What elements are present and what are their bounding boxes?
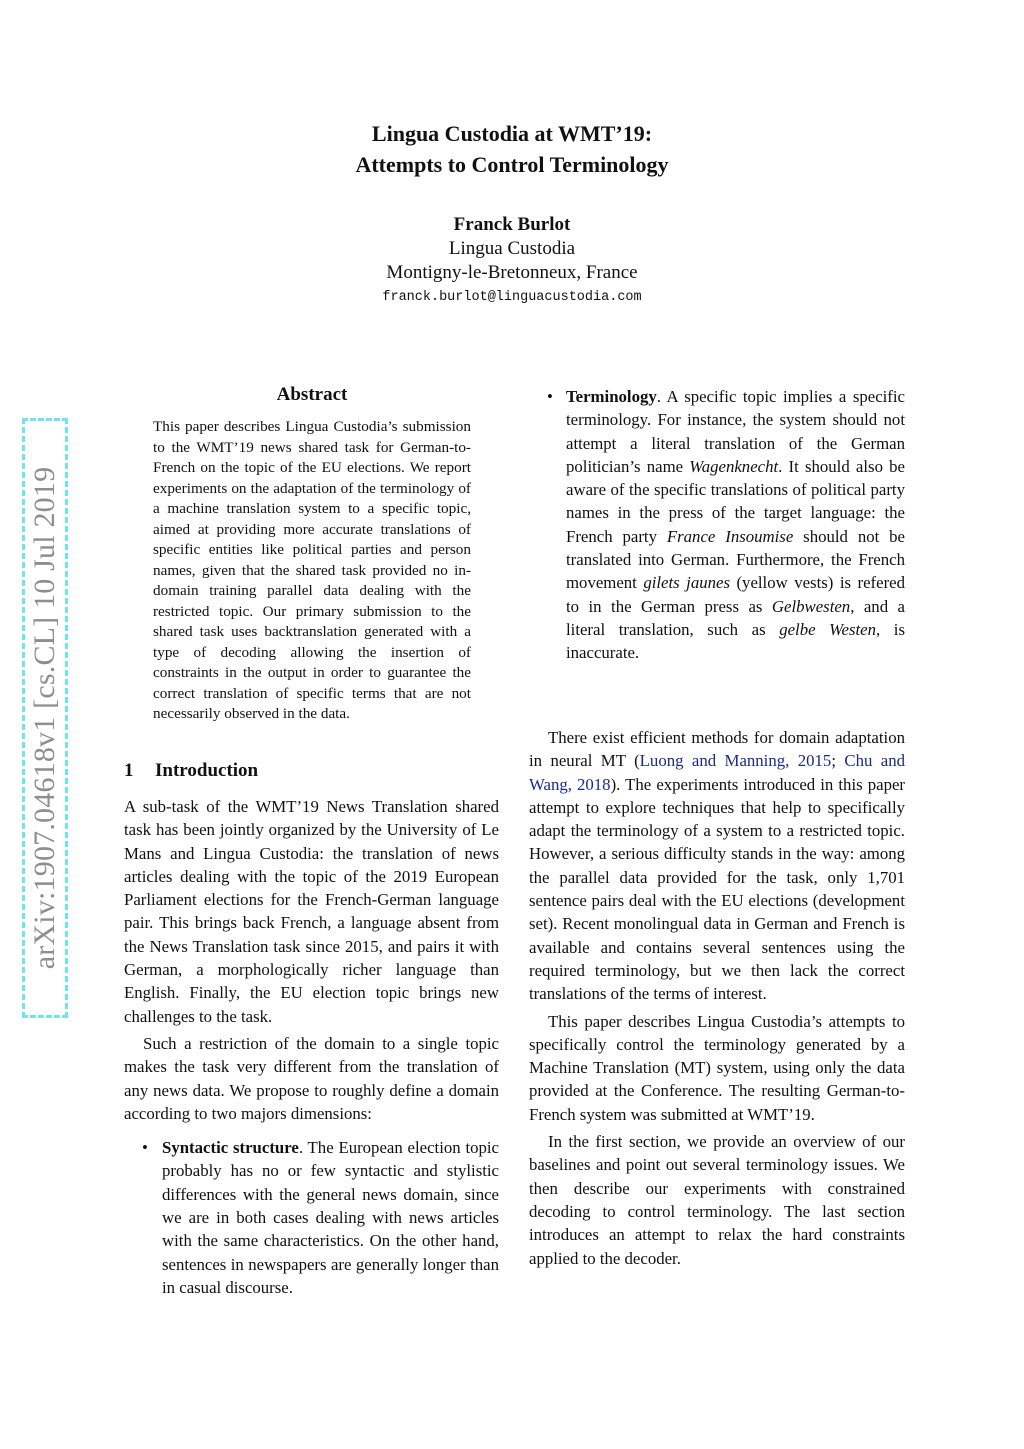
author-email: franck.burlot@linguacustodia.com bbox=[382, 290, 642, 305]
right-column-top bbox=[529, 385, 905, 665]
title-line-1: Lingua Custodia at WMT’19: bbox=[371, 121, 653, 146]
arxiv-stamp: arXiv:1907.04618v1 [cs.CL] 10 Jul 2019 bbox=[22, 418, 68, 1018]
bullet-text: . A specific topic implies a specific terminology. For instance, the system should not attempt a literal translation of the German politician’s name bbox=[566, 387, 905, 476]
term-gelbe-westen: gelbe Westen bbox=[779, 619, 877, 639]
bullet-text: (yellow vests) is refered to in the German press as bbox=[566, 573, 905, 616]
bullet-syntactic-structure bbox=[124, 1136, 499, 1299]
section-number: 1 bbox=[124, 760, 134, 781]
bullet-text: . It should also be aware of the specific translations of political party names in the press of the target language: the French party bbox=[566, 456, 905, 546]
bullet-dot-icon: • bbox=[142, 1138, 148, 1158]
intro-paragraph-4: This paper describes Lingua Custodia’s attempts to specifically control the terminology generated by a Machine Translation (MT) system, using only the data provided at the Conference. The resulting German-to-French system was submitted at WMT’19. bbox=[529, 1011, 905, 1124]
bullet-label: Syntactic structure bbox=[162, 1138, 299, 1158]
bullet-label: Terminology bbox=[566, 387, 657, 406]
bullet-text: . The European election topic probably has no or few syntactic and stylistic differences with the general news domain, since we are in both cases dealing with news articles with the same characteristics. On the other hand, sentences in newspapers are generally longer than in casual discourse. bbox=[162, 1138, 500, 1297]
citation-luong-manning[interactable]: Luong and Manning, 2015 bbox=[639, 751, 832, 771]
bullet-text: , and a literal translation, such as bbox=[566, 596, 906, 639]
author-location: Montigny-le-Bretonneux, France bbox=[386, 262, 638, 283]
citation-chu-wang[interactable]: Chu and Wang, 2018 bbox=[529, 751, 906, 794]
intro-paragraph-3 bbox=[529, 726, 905, 1006]
paragraph-text: ). The experiments introduced in this paper attempt to explore techniques that help to specifically adapt the terminology of a system to a restricted topic. However, a serious difficulty stands in the way: among the parallel data provided for the task, only 1,701 sentence pairs deal with the EU elections (development set). Recent monolingual data in German and French is available and contains several sentences using the required terminology, but we then lack the correct translations of the terms of interest. bbox=[529, 774, 905, 1004]
title-line-2: Attempts to Control Terminology bbox=[355, 152, 669, 177]
section-title: Introduction bbox=[155, 760, 259, 781]
intro-paragraph-2: Such a restriction of the domain to a single topic makes the task very different from the translation of any news data. We propose to roughly define a domain according to two majors dimensions: bbox=[124, 1033, 499, 1123]
bullet-terminology bbox=[529, 385, 905, 665]
term-gilets-jaunes: gilets jaunes bbox=[643, 573, 730, 593]
abstract-text: This paper describes Lingua Custodia’s submission to the WMT’19 news shared task for German-to-French on the topic of the EU elections. We report experiments on the adaptation of the terminology of a machine translation system to a specific topic, aimed at providing more accurate translations of specific entities like political parties and person names, given that the shared task provided no in-domain training parallel data dealing with the restricted topic. Our primary submission to the shared task uses backtranslation generated with a type of decoding allowing the insertion of constraints in the output in order to guarantee the correct translation of specific terms that are not necessarily observed in the data. bbox=[153, 418, 471, 722]
left-column bbox=[124, 795, 499, 1299]
dimension-list bbox=[124, 1136, 499, 1299]
intro-paragraph-1: A sub-task of the WMT’19 News Translation shared task has been jointly organized by the University of Le Mans and Lingua Custodia: the translation of news articles dealing with the topic of the 2019 European Parliament elections for the French-German language pair. This brings back French, a language absent from the News Translation task since 2015, and pairs it with German, a morphologically richer language than English. Finally, the EU election topic brings new challenges to the task. bbox=[124, 797, 499, 1026]
term-france-insoumise: France Insoumise bbox=[666, 526, 794, 546]
abstract-heading: Abstract bbox=[276, 384, 348, 405]
bullet-text: , is inaccurate. bbox=[566, 619, 905, 663]
paragraph-text: There exist efficient methods for domain adaptation in neural MT ( bbox=[529, 728, 905, 771]
section-heading bbox=[124, 760, 258, 782]
bullet-text: should not be translated into German. Furthermore, the French movement bbox=[566, 526, 905, 593]
intro-paragraph-5: In the first section, we provide an overview of our baselines and point out several terminology issues. We then describe our experiments with constrained decoding to control terminology. The last section introduces an attempt to relax the hard constraints applied to the decoder. bbox=[529, 1132, 905, 1268]
dimension-list-continued bbox=[529, 385, 905, 665]
author-affiliation: Lingua Custodia bbox=[448, 238, 576, 259]
author-block bbox=[0, 213, 1024, 311]
bullet-dot-icon: • bbox=[547, 387, 553, 406]
paragraph-text: ; bbox=[831, 751, 845, 771]
paper-title bbox=[0, 118, 1024, 180]
author-name: Franck Burlot bbox=[453, 214, 571, 235]
right-column-bottom bbox=[529, 726, 905, 1270]
term-gelbwesten: Gelbwesten bbox=[771, 596, 851, 616]
term-wagenknecht: Wagenknecht bbox=[689, 456, 779, 476]
